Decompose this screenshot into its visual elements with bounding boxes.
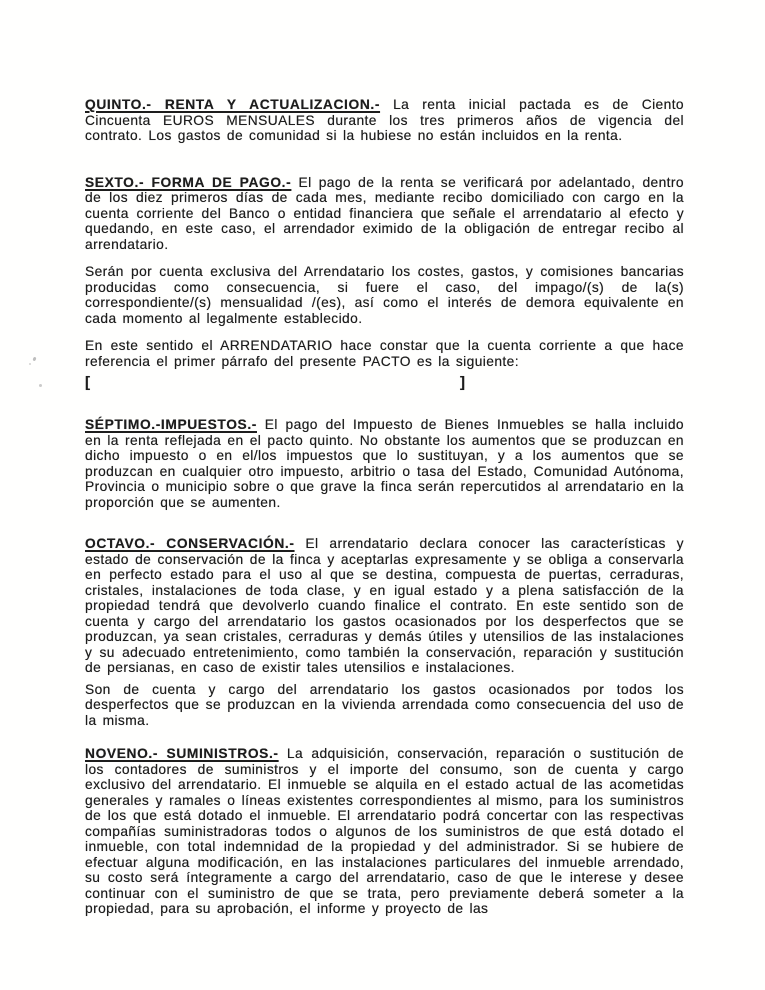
clause-octavo-body: El arrendatario declara conocer las características y estado de conservación de la finca y aceptarlas expresamente y se obliga a conservarla en perfecto estado para el uso al que se destina, compuesta de puertas, cerraduras, cristales, instalaciones de toda clase, y en igual estado y a plena satisfacción de la propiedad tendrá que devolverlo cuando finalice el contrato. En este sentido son de cuenta y cargo del arrendatario los gastos ocasionados por los desperfectos que se produzcan, ya sean cristales, cerraduras y demás útiles y utensilios de las instalaciones y su adecuado entretenimiento, como también la conservación, reparación y sustitución de persianas, en caso de existir tales utensilios e instalaciones. <box>85 536 684 675</box>
scan-speckle <box>32 357 36 362</box>
clause-sexto <box>85 175 684 253</box>
open-bracket: [ <box>85 374 91 391</box>
scan-speckle <box>29 363 31 365</box>
close-bracket: ] <box>460 374 466 391</box>
clause-noveno-heading: NOVENO.- SUMINISTROS.- <box>85 746 279 761</box>
clause-sexto-body: El pago de la renta se verificará por adelantado, dentro de los diez primeros días de cada mes, mediante recibo domiciliado con cargo en la cuenta corriente del Banco o entidad financiera que señale el arrendatario al efecto y quedando, en este caso, el arrendador eximido de la obligación de entregar recibo al arrendatario. <box>85 174 684 252</box>
clause-noveno-body: La adquisición, conservación, reparación o sustitución de los contadores de suministros y el importe del consumo, son de cuenta y cargo exclusivo del arrendatario. El inmueble se alquila en el estado actual de las acometidas generales y ramales o líneas existentes correspondientes al mismo, para los suministros de los que está dotado el inmueble. El arrendatario podrá concertar con las respectivas compañías suministradoras todos o algunos de los suministros de que está dotado el inmueble, con total indemnidad de la propiedad y del administrador. Si se hubiere de efectuar alguna modificación, en las instalaciones particulares del inmueble arrendado, su costo será íntegramente a cargo del arrendatario, caso de que le interese y desee continuar con el suministro de que se trata, pero previamente deberá someter a la propiedad, para su aprobación, el informe y proyecto de las <box>85 746 684 916</box>
account-number-blank-line <box>85 375 684 393</box>
clause-quinto-heading: QUINTO.- RENTA Y ACTUALIZACION.- <box>85 97 381 112</box>
clause-sexto-paragraph-2: Serán por cuenta exclusiva del Arrendatario los costes, gastos, y comisiones bancarias producidas como consecuencia, si fuere el caso, del impago/(s) de la(s) correspondiente/(s) mensualidad /(es), así como el interés de demora equivalente en cada momento al legalmente establecido. <box>85 264 684 326</box>
clause-sexto-heading: SEXTO.- FORMA DE PAGO.- <box>85 174 292 190</box>
clause-octavo-heading: OCTAVO.- CONSERVACIÓN.- <box>85 536 295 551</box>
clause-octavo-paragraph-2: Son de cuenta y cargo del arrendatario los gastos ocasionados por todos los desperfectos que se produzcan en la vivienda arrendada como consecuencia del uso de la misma. <box>85 681 684 728</box>
clause-septimo <box>85 417 684 510</box>
clause-octavo <box>85 536 684 676</box>
clause-quinto-body: La renta inicial pactada es de Ciento Cincuenta EUROS MENSUALES durante los tres primeros años de vigencia del contrato. Los gastos de comunidad si la hubiese no están incluidos en la renta. <box>85 97 685 143</box>
clause-noveno <box>85 746 684 917</box>
clause-septimo-heading: SÉPTIMO.-IMPUESTOS.- <box>85 417 257 432</box>
scan-speckle <box>39 384 42 387</box>
contract-text-block <box>85 97 684 917</box>
clause-septimo-body: El pago del Impuesto de Bienes Inmuebles se halla incluido en la renta reflejada en el pacto quinto. No obstante los aumentos que se produzcan en dicho impuesto o en el/los impuestos que lo sustituyan, y a los aumentos que se produzcan en cualquier otro impuesto, arbitrio o tasa del Estado, Comunidad Autónoma, Provincia o municipio sobre o que grave la finca serán repercutidos al arrendatario en la proporción que se aumenten. <box>85 417 684 510</box>
clause-quinto <box>85 97 684 144</box>
clause-sexto-paragraph-3: En este sentido el ARRENDATARIO hace constar que la cuenta corriente a que hace referencia el primer párrafo del presente PACTO es la siguiente: <box>85 338 684 369</box>
